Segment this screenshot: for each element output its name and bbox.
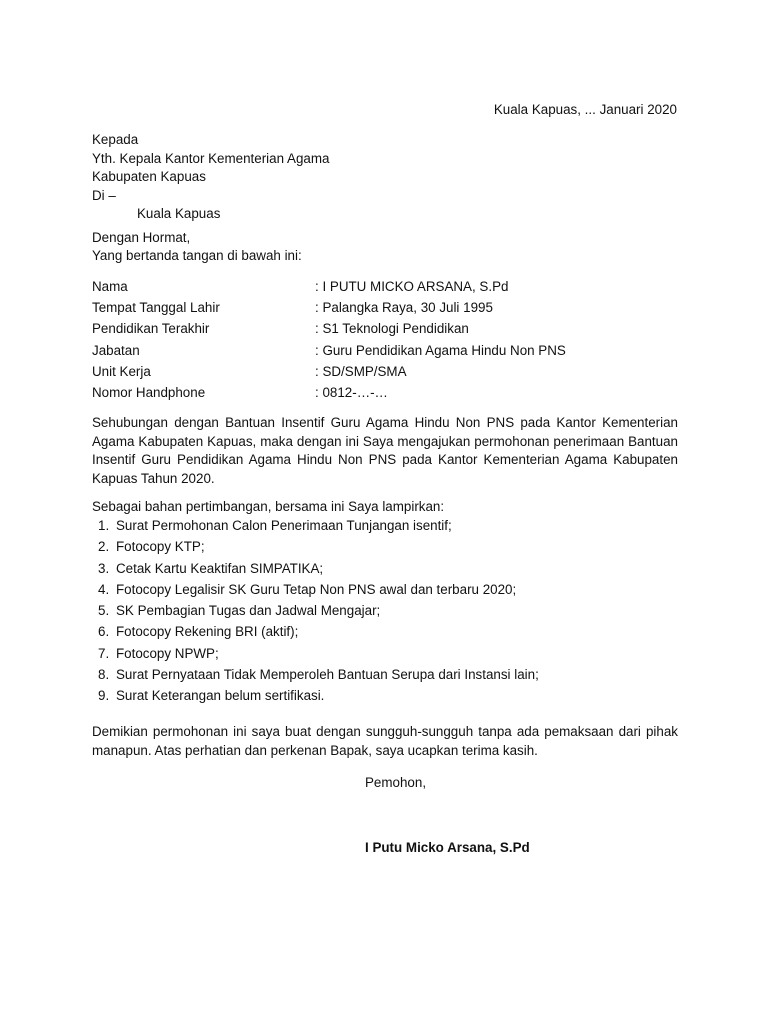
list-item <box>98 600 539 621</box>
field-label: Nomor Handphone <box>92 384 206 400</box>
field-label: Tempat Tanggal Lahir <box>92 300 220 316</box>
field-value: : Guru Pendidikan Agama Hindu Non PNS <box>315 342 566 358</box>
list-item-number: 4. <box>98 581 110 597</box>
field-value: : S1 Teknologi Pendidikan <box>315 321 469 337</box>
address-recipient: Yth. Kepala Kantor Kementerian Agama <box>92 150 330 166</box>
list-item <box>98 621 539 642</box>
signer-name: I Putu Micko Arsana, S.Pd <box>365 840 530 855</box>
list-item-text: Fotocopy Rekening BRI (aktif); <box>116 624 299 640</box>
field-value: : I PUTU MICKO ARSANA, S.Pd <box>315 279 509 294</box>
address-regency: Kabupaten Kapuas <box>92 169 206 184</box>
field-value: : SD/SMP/SMA <box>315 363 407 379</box>
list-item-text: Cetak Kartu Keaktifan SIMPATIKA; <box>116 560 324 576</box>
list-item <box>98 579 539 600</box>
field-value: : 0812-…-… <box>315 384 388 400</box>
salutation: Dengan Hormat, <box>92 230 191 245</box>
body-paragraph: Sehubungan dengan Bantuan Insentif Guru Agama Hindu Non PNS pada Kantor Kementerian Agama Kabupaten Kapuas, maka dengan ini Saya mengajukan permohonan penerimaan Bantuan Insentif Guru Pendidikan Agama Hindu Non PNS pada Kantor Kementerian Agama Kabupaten Kapuas Tahun 2020. <box>92 415 678 486</box>
field-row <box>92 297 692 318</box>
field-label: Jabatan <box>92 342 140 358</box>
field-label: Nama <box>92 279 128 294</box>
list-item-text: Fotocopy NPWP; <box>116 645 219 661</box>
address-city: Kuala Kapuas <box>137 206 221 221</box>
recipient-address <box>92 131 329 224</box>
attachments-intro: Sebagai bahan pertimbangan, bersama ini Saya lampirkan: <box>92 499 445 514</box>
list-item-text: Fotocopy Legalisir SK Guru Tetap Non PNS awal dan terbaru 2020; <box>116 581 517 597</box>
list-item-text: Surat Keterangan belum sertifikasi. <box>116 688 325 704</box>
intro-line: Yang bertanda tangan di bawah ini: <box>92 248 302 263</box>
list-item <box>98 536 539 557</box>
list-item-text: SK Pembagian Tugas dan Jadwal Mengajar; <box>116 603 381 619</box>
field-row <box>92 318 692 339</box>
field-label: Unit Kerja <box>92 363 151 379</box>
closing-word: Pemohon, <box>365 775 427 790</box>
list-item-text: Surat Pernyataan Tidak Memperoleh Bantuan Serupa dari Instansi lain; <box>116 667 539 683</box>
field-label: Pendidikan Terakhir <box>92 321 210 337</box>
list-item-number: 5. <box>98 603 110 619</box>
list-item <box>98 643 539 664</box>
address-at: Di – <box>92 187 116 203</box>
address-to: Kepada <box>92 132 139 147</box>
date-line: Kuala Kapuas, ... Januari 2020 <box>493 102 677 117</box>
greeting <box>92 229 302 265</box>
field-row <box>92 361 692 382</box>
list-item-text: Surat Permohonan Calon Penerimaan Tunjangan isentif; <box>116 518 452 533</box>
identity-fields <box>92 276 692 403</box>
list-item-number: 6. <box>98 624 110 640</box>
list-item <box>98 664 539 685</box>
attachments-list <box>98 515 539 707</box>
list-item-number: 8. <box>98 667 110 683</box>
list-item-number: 7. <box>98 645 110 661</box>
list-item-text: Fotocopy KTP; <box>116 539 205 555</box>
list-item <box>98 515 539 536</box>
field-row <box>92 340 692 361</box>
list-item-number: 1. <box>98 518 110 533</box>
closing-paragraph: Demikian permohonan ini saya buat dengan sungguh-sungguh tanpa ada pemaksaan dari pihak manapun. Atas perhatian dan perkenan Bapak, saya ucapkan terima kasih. <box>92 724 678 758</box>
field-row <box>92 382 692 403</box>
list-item <box>98 558 539 579</box>
list-item-number: 2. <box>98 539 110 555</box>
list-item-number: 9. <box>98 688 110 704</box>
list-item-number: 3. <box>98 560 110 576</box>
field-row <box>92 276 692 297</box>
list-item <box>98 685 539 706</box>
field-value: : Palangka Raya, 30 Juli 1995 <box>315 300 493 316</box>
